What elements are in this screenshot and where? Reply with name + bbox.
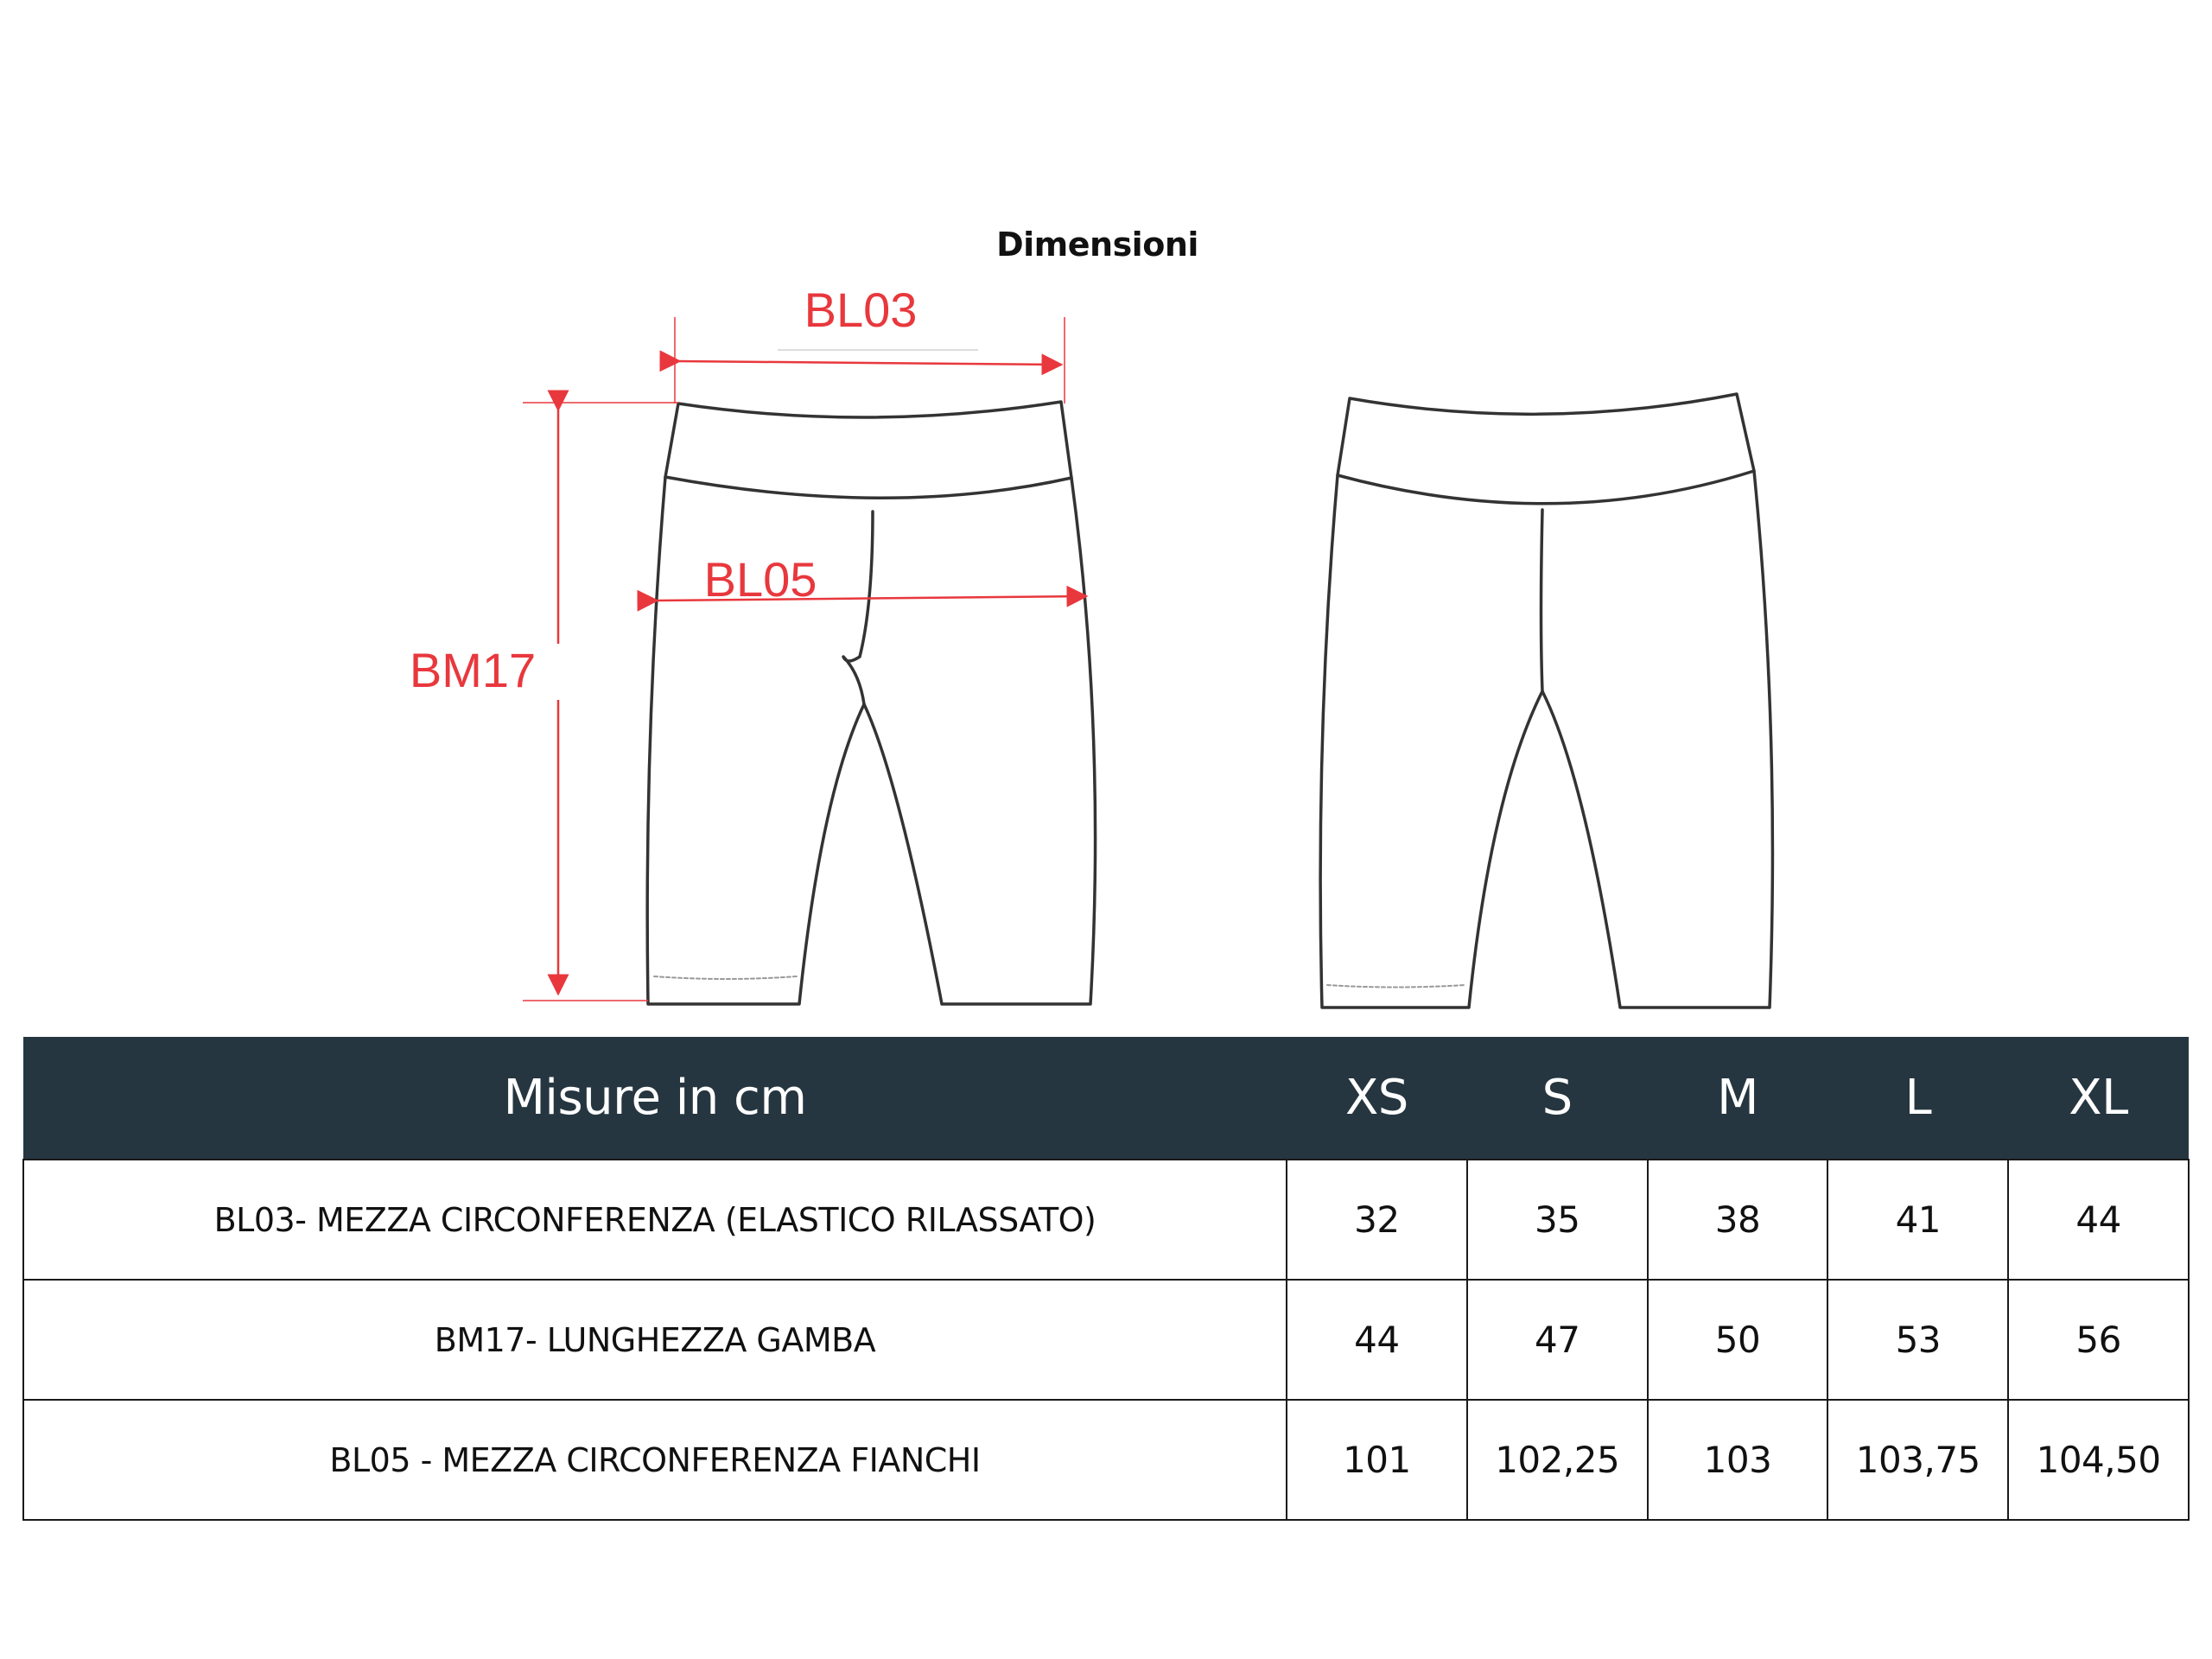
page-title: Dimensioni [996, 226, 1198, 264]
row-label: BL05 - MEZZA CIRCONFERENZA FIANCHI [23, 1400, 1287, 1520]
row-label: BM17- LUNGHEZZA GAMBA [23, 1280, 1287, 1400]
cell-xl: 44 [2008, 1160, 2189, 1280]
header-size-xl: XL [2008, 1037, 2189, 1160]
cell-s: 35 [1467, 1160, 1648, 1280]
table-header-row [23, 1037, 2189, 1160]
header-size-l: L [1827, 1037, 2008, 1160]
cell-s: 47 [1467, 1280, 1648, 1400]
waist-dimension-label: BL03 [804, 283, 918, 337]
size-table [22, 1037, 2190, 1521]
cell-l: 103,75 [1827, 1400, 2008, 1520]
row-label: BL03- MEZZA CIRCONFERENZA (ELASTICO RILASSATO) [23, 1160, 1287, 1280]
header-label: Misure in cm [23, 1037, 1287, 1160]
cell-m: 103 [1648, 1400, 1828, 1520]
cell-l: 41 [1827, 1160, 2008, 1280]
cell-l: 53 [1827, 1280, 2008, 1400]
header-size-xs: XS [1287, 1037, 1467, 1160]
header-size-m: M [1648, 1037, 1828, 1160]
hips-dimension-label: BL05 [703, 552, 817, 607]
cell-s: 102,25 [1467, 1400, 1648, 1520]
cell-m: 50 [1648, 1280, 1828, 1400]
length-dimension-label: BM17 [409, 643, 537, 697]
table-row-bl05 [23, 1400, 2189, 1520]
cell-xs: 44 [1287, 1280, 1467, 1400]
table-row-bl03 [23, 1160, 2189, 1280]
cell-xl: 104,50 [2008, 1400, 2189, 1520]
shorts-back-view [1320, 394, 1772, 1007]
cell-xs: 101 [1287, 1400, 1467, 1520]
table-row-bm17 [23, 1280, 2189, 1400]
cell-xs: 32 [1287, 1160, 1467, 1280]
cell-xl: 56 [2008, 1280, 2189, 1400]
cell-m: 38 [1648, 1160, 1828, 1280]
shorts-front-view [647, 402, 1095, 1004]
header-size-s: S [1467, 1037, 1648, 1160]
